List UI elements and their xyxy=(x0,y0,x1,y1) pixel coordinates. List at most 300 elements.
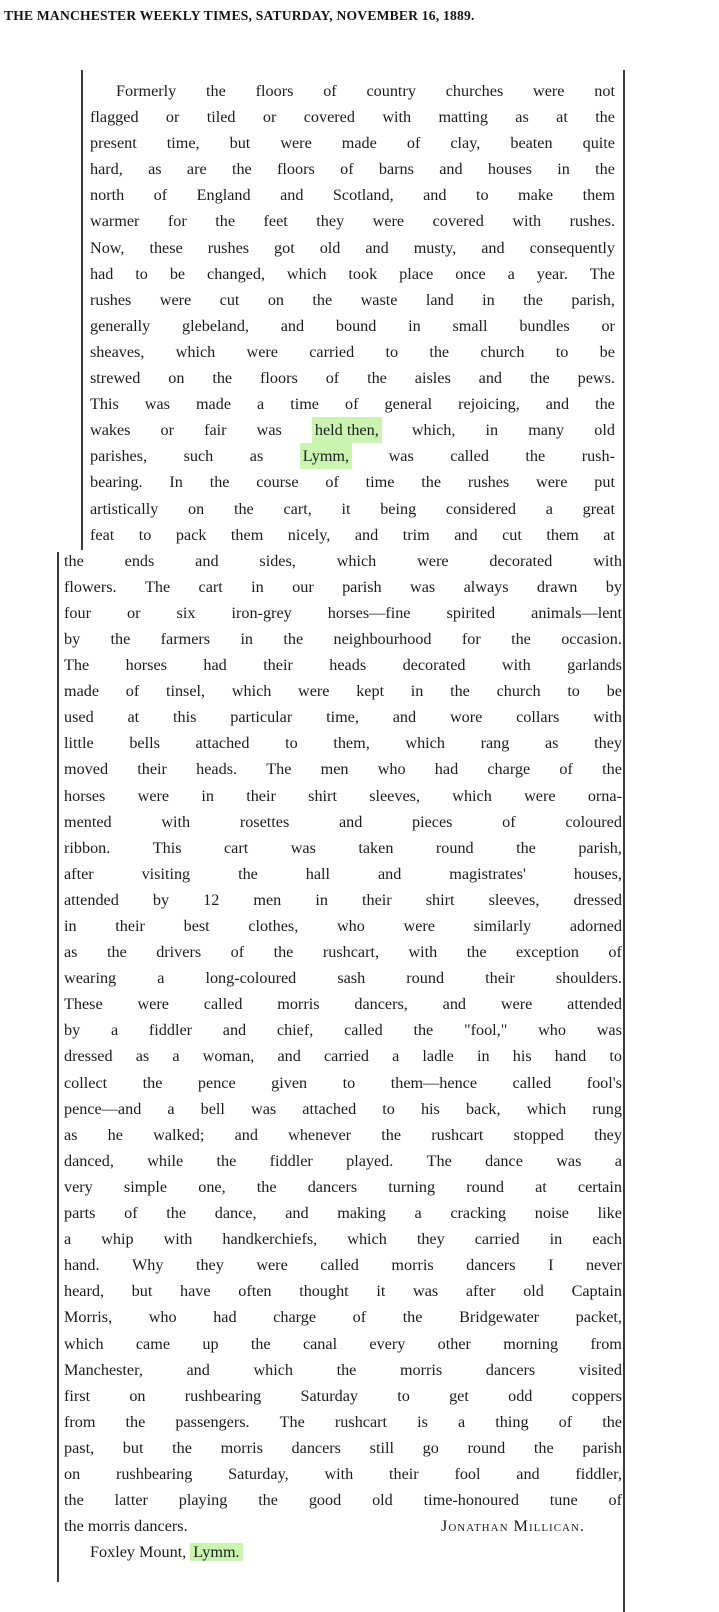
article-line xyxy=(64,1070,622,1096)
word: thing xyxy=(495,1412,529,1431)
word: collars xyxy=(516,708,560,727)
word: to xyxy=(555,342,569,361)
word: had xyxy=(434,760,459,779)
word: who xyxy=(148,1308,177,1327)
word: generally xyxy=(90,316,151,335)
word: who xyxy=(336,917,365,935)
word: the xyxy=(312,290,333,309)
word: old xyxy=(372,1491,393,1510)
word: a xyxy=(157,969,165,988)
word: and xyxy=(195,551,219,570)
word: similarly xyxy=(473,917,532,935)
word: their xyxy=(137,760,167,779)
word: glebeland, xyxy=(182,316,249,335)
word: their xyxy=(362,890,392,909)
word: after xyxy=(465,1282,496,1301)
word: had xyxy=(213,1308,237,1327)
word: attended xyxy=(64,890,119,909)
word: them—hence xyxy=(390,1073,478,1092)
word: of xyxy=(608,1491,622,1510)
word: the xyxy=(256,1177,277,1196)
word: musty, xyxy=(413,238,457,257)
word: country xyxy=(366,82,416,100)
word: small xyxy=(452,316,488,335)
word: with xyxy=(593,708,622,727)
author-place xyxy=(90,1539,615,1567)
word: and xyxy=(377,864,402,883)
word: kept xyxy=(356,682,385,701)
word: the xyxy=(172,1438,192,1457)
word: the xyxy=(258,1491,278,1510)
word: The xyxy=(589,264,615,283)
word: often xyxy=(238,1282,272,1301)
word: with xyxy=(161,812,191,831)
word: rushes xyxy=(207,238,250,257)
word: ribbon. xyxy=(64,838,111,857)
word: spirited xyxy=(446,603,496,622)
word: have xyxy=(180,1282,211,1301)
word: hand. xyxy=(64,1256,100,1275)
highlighted-term: Lymm. xyxy=(190,1543,242,1561)
word: with xyxy=(324,1464,354,1483)
word: were xyxy=(372,212,405,231)
word: coloured xyxy=(565,812,622,831)
word: sleeves, xyxy=(369,786,420,805)
word: fiddler, xyxy=(575,1464,622,1483)
word: called xyxy=(512,1073,552,1092)
word: as xyxy=(515,108,529,127)
word: wakes xyxy=(90,421,131,440)
word: heads xyxy=(329,656,367,675)
word: the xyxy=(529,369,550,388)
word: by xyxy=(64,629,81,648)
word: the xyxy=(231,160,252,179)
word: in xyxy=(315,890,328,909)
word: odd xyxy=(508,1386,533,1405)
word: cut xyxy=(502,525,522,544)
word: from xyxy=(590,1334,622,1353)
word: their xyxy=(389,1464,419,1483)
article-line xyxy=(64,1252,622,1278)
word: tinsel, xyxy=(165,682,206,701)
word: a xyxy=(614,1151,622,1170)
word: of xyxy=(325,473,339,492)
word: charge xyxy=(487,760,531,779)
word: adorned xyxy=(569,917,622,935)
word: to xyxy=(285,734,298,753)
word: bells xyxy=(129,734,160,753)
word: sash xyxy=(337,969,366,988)
word: This xyxy=(152,838,182,857)
word: by xyxy=(605,577,622,596)
word: covered xyxy=(432,212,484,231)
word: land xyxy=(425,290,454,309)
word: clay, xyxy=(450,134,481,153)
word: was xyxy=(144,395,170,414)
word: parish xyxy=(342,577,382,596)
word: they xyxy=(594,734,622,753)
word: in xyxy=(64,917,77,935)
word: exception xyxy=(515,943,579,962)
word: in xyxy=(485,421,499,440)
article-line xyxy=(64,783,622,809)
word: was xyxy=(413,1282,439,1301)
word: on xyxy=(188,499,205,518)
word: of xyxy=(558,1412,573,1431)
word: church xyxy=(480,342,525,361)
word: pews. xyxy=(577,369,615,388)
word: of xyxy=(125,682,140,701)
word: for xyxy=(461,629,481,648)
word: the xyxy=(450,682,470,701)
word: fiddler xyxy=(269,1151,313,1170)
word: by xyxy=(64,1021,81,1040)
word: the xyxy=(336,1360,357,1379)
word: these xyxy=(149,238,183,257)
word: The xyxy=(144,577,171,596)
word: the xyxy=(233,499,254,518)
word: trim xyxy=(402,525,430,544)
word: rushes xyxy=(467,473,510,492)
word: called xyxy=(320,1256,359,1275)
word: handkerchiefs, xyxy=(222,1230,318,1249)
word: shirt xyxy=(308,786,337,805)
word: their xyxy=(263,656,293,675)
word: bound xyxy=(335,316,377,335)
word: mented xyxy=(64,812,112,831)
word: Why xyxy=(132,1256,164,1275)
word: called xyxy=(344,1021,383,1040)
word: is xyxy=(417,1412,428,1431)
word: good xyxy=(308,1491,342,1510)
article-line xyxy=(64,1200,622,1226)
word: a xyxy=(167,1099,175,1118)
word: fair xyxy=(204,421,227,440)
word: cart, xyxy=(283,499,312,518)
word: decorated xyxy=(489,551,553,570)
word: or xyxy=(601,316,615,335)
word: general xyxy=(384,395,433,414)
word: in xyxy=(408,316,421,335)
word: them xyxy=(230,525,264,544)
word: as xyxy=(148,160,162,179)
word: Saturday xyxy=(300,1386,358,1405)
word: orna- xyxy=(587,786,622,805)
article-line xyxy=(90,156,615,182)
word: put xyxy=(594,473,615,492)
word: in xyxy=(410,682,424,701)
word: and xyxy=(277,1047,301,1066)
article-line xyxy=(64,913,622,939)
word: fool's xyxy=(586,1073,622,1092)
word: drawn xyxy=(536,577,578,596)
word: back, xyxy=(465,1099,501,1118)
word: hall xyxy=(305,864,331,883)
word: carried xyxy=(309,342,355,361)
word: round xyxy=(466,1177,504,1196)
word: or xyxy=(262,108,277,127)
word: hard, xyxy=(90,160,123,179)
word: carried xyxy=(324,1047,369,1066)
word: go xyxy=(422,1438,439,1457)
word: of xyxy=(230,943,245,962)
word: of xyxy=(352,1308,367,1327)
word: not xyxy=(594,82,615,100)
word: called xyxy=(450,447,489,466)
word: The xyxy=(64,656,90,675)
word: The xyxy=(279,1412,305,1431)
word: attended xyxy=(567,995,622,1014)
word: and xyxy=(442,995,467,1014)
word: at xyxy=(556,108,568,127)
column-rule-left-upper xyxy=(81,70,83,550)
word: tiled xyxy=(206,108,236,127)
word: In xyxy=(169,473,183,492)
word: cut xyxy=(219,290,240,309)
word: of xyxy=(153,186,168,205)
word: in xyxy=(201,786,214,805)
word: rosettes xyxy=(239,812,290,831)
word: England xyxy=(196,186,251,205)
word: were xyxy=(256,1256,288,1275)
word: cart xyxy=(198,577,223,596)
word: at xyxy=(535,1177,547,1196)
word: dancers xyxy=(291,1438,341,1457)
word: moved xyxy=(64,760,109,779)
word: taken xyxy=(358,838,394,857)
word: many xyxy=(528,421,565,440)
word: took xyxy=(348,264,378,283)
word: were xyxy=(524,786,556,805)
word: with xyxy=(501,656,531,675)
article-line xyxy=(64,730,622,756)
word: round xyxy=(406,969,445,988)
word: every xyxy=(369,1334,406,1353)
word: floors xyxy=(255,82,294,100)
word: the xyxy=(421,473,442,492)
word: a xyxy=(257,395,265,414)
word: four xyxy=(64,603,91,622)
word: parish, xyxy=(578,838,622,857)
word: bundles xyxy=(519,316,570,335)
word: the xyxy=(283,629,304,648)
article-line xyxy=(64,1226,622,1252)
word: while xyxy=(147,1151,184,1170)
word: the xyxy=(525,447,546,466)
article-line xyxy=(64,1148,622,1174)
word: Scotland, xyxy=(332,186,394,205)
word: sleeves, xyxy=(488,890,540,909)
word: with xyxy=(593,551,622,570)
word: which xyxy=(452,786,492,805)
word: with xyxy=(408,943,438,962)
article-line xyxy=(64,861,622,887)
article-line xyxy=(64,548,622,574)
word: ends xyxy=(124,551,155,570)
word: such xyxy=(183,447,214,466)
word: carried xyxy=(474,1230,520,1249)
word: parishes, xyxy=(90,447,148,466)
word: were xyxy=(159,290,192,309)
word: waste xyxy=(360,290,398,309)
word: ladle xyxy=(422,1047,454,1066)
author-signature: Jonathan Millican. xyxy=(441,1517,585,1536)
word: whenever xyxy=(288,1125,352,1144)
word: of xyxy=(608,943,622,962)
word: always xyxy=(463,577,509,596)
word: visited xyxy=(578,1360,622,1379)
article-line xyxy=(90,182,615,208)
word: were xyxy=(403,917,435,935)
article-line xyxy=(64,678,622,704)
word: was xyxy=(596,1021,622,1040)
word: very xyxy=(64,1177,93,1196)
article-line xyxy=(90,443,615,469)
word: aisles xyxy=(414,369,451,388)
word: this xyxy=(173,708,197,727)
word: covered xyxy=(303,108,355,127)
word: The xyxy=(426,1151,452,1170)
word: little xyxy=(64,734,94,753)
word: of xyxy=(325,369,340,388)
word: the xyxy=(106,943,127,962)
word: given xyxy=(271,1073,308,1092)
word: was xyxy=(388,447,414,466)
word: nicely, xyxy=(287,525,331,544)
word: to xyxy=(138,525,152,544)
word: dressed xyxy=(64,1047,113,1066)
word: of xyxy=(406,134,421,153)
word: Bridgewater xyxy=(459,1308,540,1327)
word: the xyxy=(206,82,226,100)
word: used xyxy=(64,708,94,727)
word: made xyxy=(341,134,377,153)
word: in xyxy=(549,1230,563,1249)
word: them xyxy=(546,525,579,544)
word: were xyxy=(417,551,449,570)
word: still xyxy=(369,1438,394,1457)
word: rushcart xyxy=(431,1125,484,1144)
word: to xyxy=(567,682,580,701)
word: each xyxy=(592,1230,622,1249)
word: wearing xyxy=(64,969,117,988)
word: collect xyxy=(64,1073,108,1092)
word: cracking xyxy=(450,1204,507,1223)
word: and xyxy=(234,1125,258,1144)
word: the xyxy=(216,1151,237,1170)
word: beaten xyxy=(510,134,553,153)
word: and xyxy=(481,238,505,257)
word: the xyxy=(381,1125,402,1144)
word: made xyxy=(64,682,100,701)
word: Morris, xyxy=(64,1308,113,1327)
word: These xyxy=(64,995,103,1014)
word: to xyxy=(342,1073,356,1092)
word: rushes xyxy=(90,290,132,309)
word: time xyxy=(365,473,395,492)
word: playing xyxy=(178,1491,228,1510)
word: the xyxy=(602,1412,622,1431)
word: present xyxy=(90,134,137,153)
word: the xyxy=(413,1021,434,1040)
word: the xyxy=(64,551,84,570)
word: as xyxy=(545,734,559,753)
word: on xyxy=(129,1386,146,1405)
article-line xyxy=(90,104,615,130)
word: the xyxy=(533,1438,554,1457)
word: are xyxy=(186,160,207,179)
word: or xyxy=(165,108,180,127)
word: the xyxy=(602,760,622,779)
word: dressed xyxy=(573,890,622,909)
word: visiting xyxy=(141,864,191,883)
place-prefix: Foxley Mount, xyxy=(90,1543,187,1562)
word: rung xyxy=(592,1099,622,1118)
word: his xyxy=(420,1099,440,1118)
word: to xyxy=(475,186,489,205)
word: and xyxy=(222,1021,247,1040)
word: and xyxy=(545,395,570,414)
word: be xyxy=(606,682,622,701)
column-rule-left-lower xyxy=(57,552,59,1582)
word: morris xyxy=(399,1360,443,1379)
word: great xyxy=(582,499,615,518)
word: time-honoured xyxy=(423,1491,519,1510)
word: morris xyxy=(220,1438,263,1457)
word: by xyxy=(152,890,170,909)
word: feet xyxy=(263,212,288,231)
word: of xyxy=(124,1204,138,1223)
article-line xyxy=(64,652,622,678)
word: to xyxy=(397,1386,410,1405)
word: warmer xyxy=(90,212,140,231)
word: occasion. xyxy=(561,629,622,648)
word: north xyxy=(90,186,125,205)
word: and xyxy=(354,525,379,544)
word: the xyxy=(511,629,531,648)
word: it xyxy=(376,1282,386,1301)
word: church xyxy=(496,682,541,701)
word: a xyxy=(64,1230,72,1249)
word: the xyxy=(595,108,615,127)
word: which xyxy=(286,264,327,283)
article-line xyxy=(90,287,615,313)
article-line xyxy=(64,809,622,835)
word: rushbearing xyxy=(115,1464,193,1483)
article-line xyxy=(64,1331,622,1357)
word: the xyxy=(110,629,131,648)
word: had xyxy=(90,264,114,283)
word: rejoicing, xyxy=(458,395,520,414)
word: on xyxy=(168,369,185,388)
word: who xyxy=(377,760,406,779)
word: the xyxy=(142,1073,163,1092)
word: the xyxy=(429,342,450,361)
word: one, xyxy=(198,1177,226,1196)
word: rushcart xyxy=(334,1412,388,1431)
word: horses xyxy=(125,656,167,675)
word: past, xyxy=(64,1438,95,1457)
word: dancers, xyxy=(354,995,408,1014)
word: This xyxy=(90,395,119,414)
word: was xyxy=(290,838,316,857)
word: dancers xyxy=(466,1256,516,1275)
word: time, xyxy=(326,708,359,727)
word: fool xyxy=(454,1464,481,1483)
word: morris xyxy=(277,995,320,1014)
word: the xyxy=(166,1204,187,1223)
word: houses, xyxy=(573,864,622,883)
